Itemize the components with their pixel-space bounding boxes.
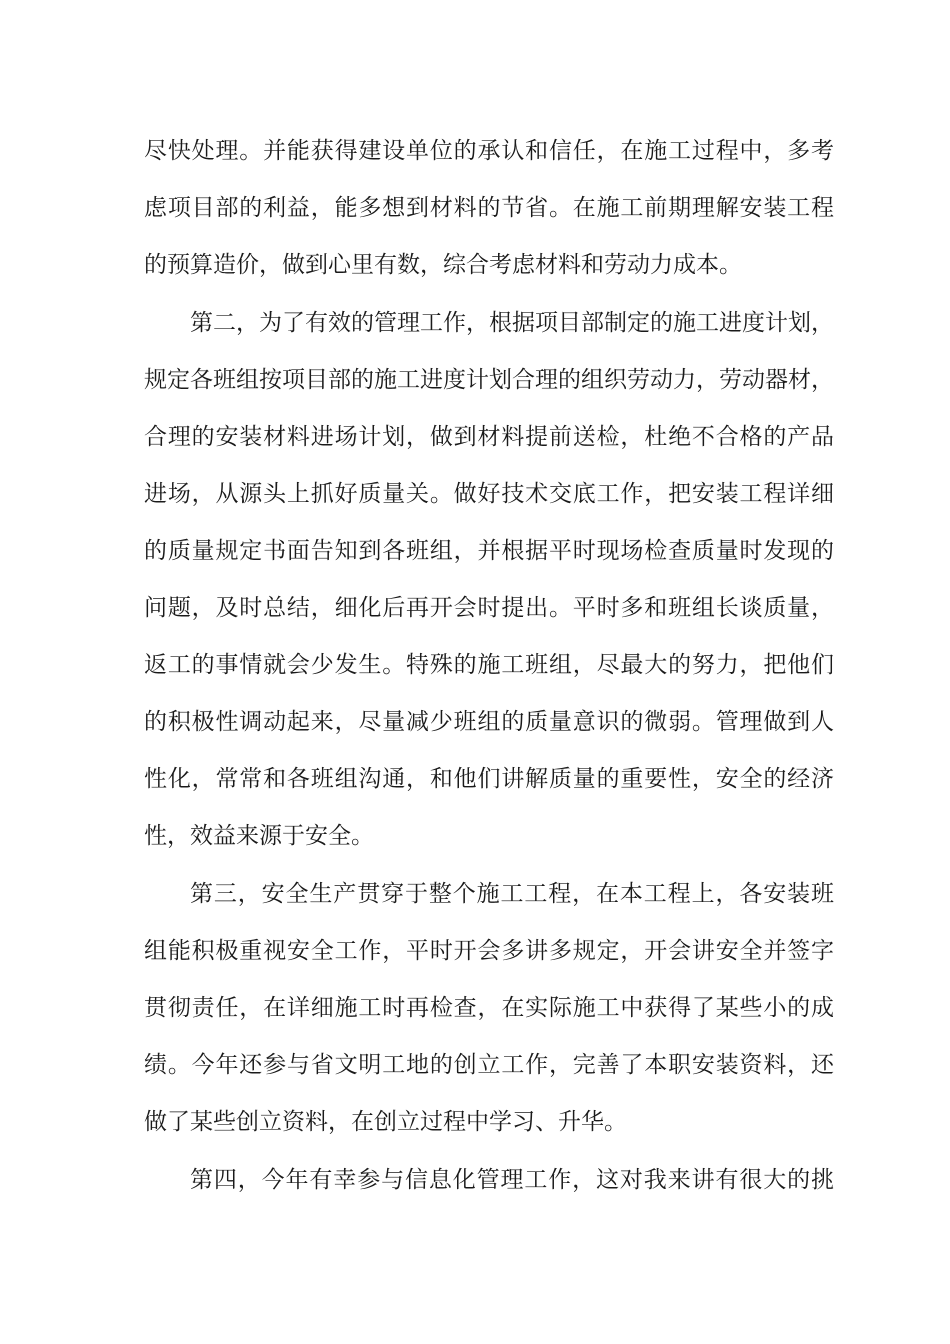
paragraph-line: 第三，安全生产贯穿于整个施工工程，在本工程上，各安装班	[190, 881, 834, 907]
paragraph-line: 虑项目部的利益，能多想到材料的节省。在施工前期理解安装工程	[144, 195, 834, 221]
paragraph-line: 的质量规定书面告知到各班组，并根据平时现场检查质量时发现的	[144, 538, 834, 564]
paragraph-line: 第二，为了有效的管理工作，根据项目部制定的施工进度计划，	[190, 310, 834, 336]
paragraph-line: 问题，及时总结，细化后再开会时提出。平时多和班组长谈质量，	[144, 595, 834, 621]
paragraph-line: 的积极性调动起来，尽量减少班组的质量意识的微弱。管理做到人	[144, 709, 834, 735]
paragraph-line: 返工的事情就会少发生。特殊的施工班组，尽最大的努力，把他们	[144, 652, 834, 678]
paragraph-line: 尽快处理。并能获得建设单位的承认和信任，在施工过程中，多考	[144, 138, 834, 164]
paragraph-line: 规定各班组按项目部的施工进度计划合理的组织劳动力，劳动器材，	[144, 367, 834, 393]
paragraph-line: 性，效益来源于安全。	[144, 823, 374, 849]
paragraph-line: 第四，今年有幸参与信息化管理工作，这对我来讲有很大的挑	[190, 1167, 834, 1193]
paragraph-line: 组能积极重视安全工作，平时开会多讲多规定，开会讲安全并签字	[144, 938, 834, 964]
paragraph-line: 贯彻责任，在详细施工时再检查，在实际施工中获得了某些小的成	[144, 995, 834, 1021]
paragraph-line: 合理的安装材料进场计划，做到材料提前送检，杜绝不合格的产品	[144, 424, 834, 450]
paragraph-line: 绩。今年还参与省文明工地的创立工作，完善了本职安装资料，还	[144, 1052, 834, 1078]
paragraph-line: 进场，从源头上抓好质量关。做好技术交底工作，把安装工程详细	[144, 481, 834, 507]
paragraph-line: 的预算造价，做到心里有数，综合考虑材料和劳动力成本。	[144, 252, 742, 278]
paragraph-line: 性化，常常和各班组沟通，和他们讲解质量的重要性，安全的经济	[144, 766, 834, 792]
paragraph-line: 做了某些创立资料，在创立过程中学习、升华。	[144, 1109, 627, 1135]
